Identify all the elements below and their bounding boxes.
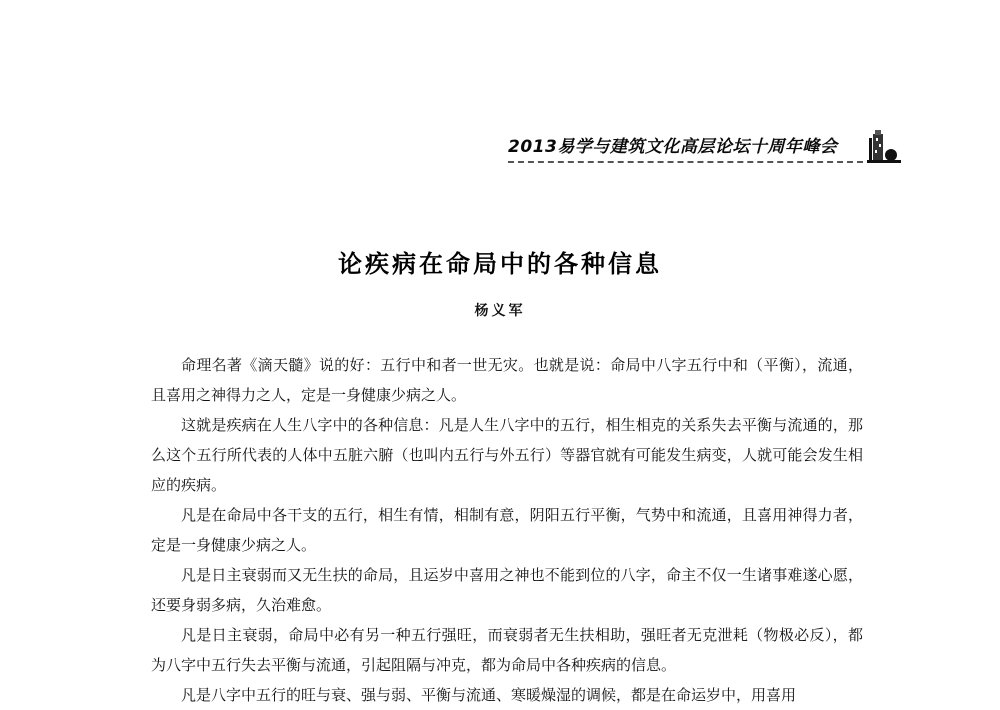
- body-paragraph: 凡是八字中五行的旺与衰、强与弱、平衡与流通、寒暖燥湿的调候，都是在命运岁中，用喜用: [181, 686, 797, 704]
- body-paragraph: 这就是疾病在人生八字中的各种信息：凡是人生八字中的五行，相生相克的关系失去平衡与流通的，那么这个五行所代表的人体中五脏六腑（也叫内五行与外五行）等器官就有可能发生病变，人就可能会发生相应的疾病。: [151, 416, 863, 494]
- paper-body: [151, 350, 863, 710]
- body-paragraph: 凡是在命局中各干支的五行，相生有情，相制有意，阴阳五行平衡，气势中和流通，且喜用神得力者，定是一身健康少病之人。: [151, 506, 863, 554]
- building-pagoda-icon: [863, 128, 903, 164]
- body-paragraph: 凡是日主衰弱，命局中必有另一种五行强旺，而衰弱者无生扶相助，强旺者无克泄耗（物极必反），都为八字中五行失去平衡与流通，引起阻隔与冲克，都为命局中各种疾病的信息。: [151, 626, 863, 674]
- running-header-title: 2013易学与建筑文化高层论坛十周年峰会: [508, 137, 838, 157]
- body-paragraph: 命理名著《滴天髓》说的好：五行中和者一世无灾。也就是说：命局中八字五行中和（平衡），流通，且喜用之神得力之人，定是一身健康少病之人。: [151, 356, 863, 404]
- body-paragraph: 凡是日主衰弱而又无生扶的命局，且运岁中喜用之神也不能到位的八字，命主不仅一生诸事难遂心愿，还要身弱多病，久治难愈。: [151, 566, 863, 614]
- running-header: [508, 128, 903, 168]
- paper-title: 论疾病在命局中的各种信息: [338, 250, 662, 278]
- paper-author: 杨义军: [474, 303, 526, 319]
- running-header-dashed-rule: [508, 161, 863, 163]
